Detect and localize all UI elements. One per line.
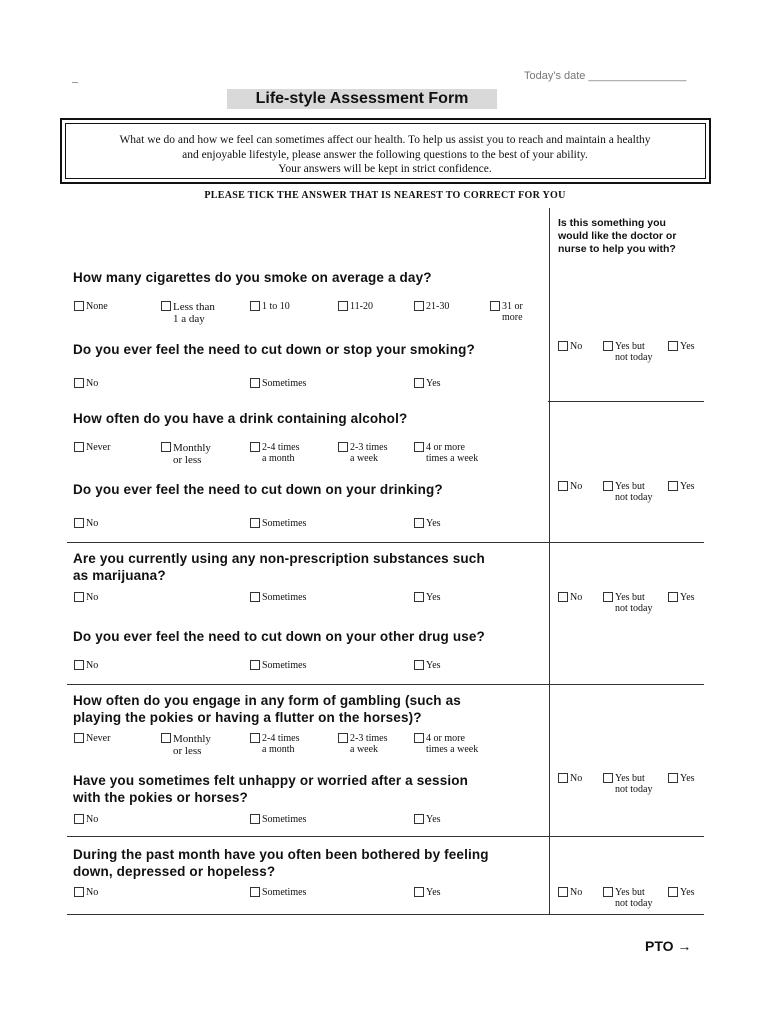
checkbox[interactable] [250, 518, 260, 528]
checkbox[interactable] [250, 660, 260, 670]
substances-option-yes[interactable] [414, 592, 441, 603]
checkbox[interactable] [558, 887, 568, 897]
question-cut-down-drinking: Do you ever feel the need to cut down on your drinking? [73, 482, 443, 497]
depressed-option-yes[interactable] [414, 887, 441, 898]
gambling-option-monthly-or-less[interactable] [161, 733, 211, 757]
checkbox[interactable] [414, 442, 424, 452]
drugs-cutdown-option-no[interactable] [74, 660, 98, 671]
checkbox[interactable] [74, 814, 84, 824]
option-label: None [86, 301, 108, 312]
checkbox[interactable] [414, 733, 424, 743]
option-label: Yes but not today [615, 481, 653, 503]
checkbox[interactable] [74, 442, 84, 452]
option-label: 21-30 [426, 301, 450, 312]
help-row-4-option-yes-but-not-today[interactable] [603, 773, 653, 795]
checkbox[interactable] [414, 378, 424, 388]
checkbox[interactable] [250, 814, 260, 824]
checkbox[interactable] [414, 814, 424, 824]
alcohol-option-4-or-more-times-a-week[interactable] [414, 442, 478, 464]
checkbox[interactable] [668, 592, 678, 602]
checkbox[interactable] [414, 887, 424, 897]
checkbox[interactable] [74, 518, 84, 528]
option-label: Yes [426, 814, 441, 825]
substances-option-no[interactable] [74, 592, 98, 603]
option-label: Yes [426, 518, 441, 529]
drinking-cutdown-option-no[interactable] [74, 518, 98, 529]
option-label: 31 or more [502, 301, 523, 323]
checkbox[interactable] [250, 592, 260, 602]
checkbox[interactable] [603, 592, 613, 602]
checkbox[interactable] [74, 301, 84, 311]
drugs-cutdown-option-yes[interactable] [414, 660, 441, 671]
drugs-cutdown-option-sometimes[interactable] [250, 660, 306, 671]
help-row-5-option-no[interactable] [558, 887, 582, 898]
option-label: 2-3 times a week [350, 733, 388, 755]
checkbox[interactable] [414, 518, 424, 528]
form-title: Life-style Assessment Form [227, 89, 497, 109]
help-row-2-option-no[interactable] [558, 481, 582, 492]
help-row-5-option-yes-but-not-today[interactable] [603, 887, 653, 909]
checkbox[interactable] [490, 301, 500, 311]
help-row-1-option-yes[interactable] [668, 341, 695, 352]
intro-line-2: and enjoyable lifestyle, please answer the following questions to the best of your ability. [182, 148, 588, 161]
option-label: No [86, 887, 99, 898]
option-label: Yes [426, 887, 441, 898]
drinking-cutdown-option-yes[interactable] [414, 518, 441, 529]
option-label: Sometimes [262, 887, 307, 898]
checkbox[interactable] [603, 481, 613, 491]
smoking-cutdown-option-yes[interactable] [414, 378, 441, 389]
option-label: Yes [680, 773, 695, 784]
checkbox[interactable] [74, 887, 84, 897]
help-row-3-option-yes-but-not-today[interactable] [603, 592, 653, 614]
depressed-option-sometimes[interactable] [250, 887, 306, 898]
checkbox[interactable] [668, 887, 678, 897]
help-row-2-option-yes-but-not-today[interactable] [603, 481, 653, 503]
checkbox[interactable] [603, 773, 613, 783]
checkbox[interactable] [74, 733, 84, 743]
checkbox[interactable] [414, 660, 424, 670]
intro-line-3: Your answers will be kept in strict confidence. [278, 163, 492, 175]
cigarettes-option-1-to-10[interactable] [250, 301, 290, 312]
checkbox[interactable] [558, 481, 568, 491]
checkbox[interactable] [338, 301, 348, 311]
option-label: Yes [426, 378, 441, 389]
checkbox[interactable] [338, 733, 348, 743]
section-divider-bottom [67, 914, 704, 915]
option-label: Monthly or less [173, 442, 211, 466]
option-label: Yes [680, 592, 695, 603]
depressed-option-no[interactable] [74, 887, 98, 898]
question-gambling: How often do you engage in any form of gambling (such as playing the pokies or having a flutter on the horses)? [73, 693, 461, 725]
option-label: No [570, 592, 583, 603]
gambling-option-2-4-times-a-month[interactable] [250, 733, 300, 755]
cigarettes-option-11-20[interactable] [338, 301, 373, 312]
question-substances: Are you currently using any non-prescription substances such as marijuana? [73, 551, 485, 583]
option-label: No [86, 660, 99, 671]
help-row-3-option-yes[interactable] [668, 592, 695, 603]
checkbox[interactable] [603, 341, 613, 351]
help-row-5-option-yes[interactable] [668, 887, 695, 898]
question-depressed: During the past month have you often been bothered by feeling down, depressed or hopeless? [73, 847, 489, 879]
smoking-cutdown-option-no[interactable] [74, 378, 98, 389]
substances-option-sometimes[interactable] [250, 592, 306, 603]
help-row-2-option-yes[interactable] [668, 481, 695, 492]
option-label: 2-4 times a month [262, 442, 300, 464]
checkbox[interactable] [668, 773, 678, 783]
intro-line-1: What we do and how we feel can sometimes affect our health. To help us assist you to reach and maintain a healthy [119, 134, 651, 146]
checkbox[interactable] [668, 341, 678, 351]
todays-date-field[interactable]: Today's date ________________ [524, 70, 687, 82]
checkbox[interactable] [161, 442, 171, 452]
help-column-divider [549, 208, 550, 914]
option-label: No [570, 341, 583, 352]
option-label: Yes but not today [615, 341, 653, 363]
section-divider-4 [67, 836, 704, 837]
alcohol-option-never[interactable] [74, 442, 110, 453]
checkbox[interactable] [250, 378, 260, 388]
cigarettes-option-none[interactable] [74, 301, 108, 312]
option-label: No [86, 592, 99, 603]
option-label: 4 or more times a week [426, 442, 479, 464]
option-label: Never [86, 442, 111, 453]
help-row-3-option-no[interactable] [558, 592, 582, 603]
cigarettes-option-31-or-more[interactable] [490, 301, 523, 323]
checkbox[interactable] [161, 733, 171, 743]
checkbox[interactable] [338, 442, 348, 452]
option-label: Less than 1 a day [173, 301, 215, 325]
option-label: 2-4 times a month [262, 733, 300, 755]
checkbox[interactable] [603, 887, 613, 897]
checkbox[interactable] [668, 481, 678, 491]
checkbox[interactable] [414, 301, 424, 311]
alcohol-option-2-4-times-a-month[interactable] [250, 442, 300, 464]
option-label: 2-3 times a week [350, 442, 388, 464]
checkbox[interactable] [250, 887, 260, 897]
option-label: No [86, 814, 99, 825]
option-label: Yes but not today [615, 773, 653, 795]
checkbox[interactable] [558, 773, 568, 783]
option-label: No [570, 481, 583, 492]
question-cut-down-smoking: Do you ever feel the need to cut down or stop your smoking? [73, 342, 475, 357]
checkbox[interactable] [250, 733, 260, 743]
instruction-text: PLEASE TICK THE ANSWER THAT IS NEAREST TO CORRECT FOR YOU [204, 190, 566, 201]
gambling-option-2-3-times-a-week[interactable] [338, 733, 388, 755]
option-label: No [86, 378, 99, 389]
gambling-worry-option-no[interactable] [74, 814, 98, 825]
gambling-worry-option-sometimes[interactable] [250, 814, 306, 825]
gambling-option-never[interactable] [74, 733, 110, 744]
gambling-option-4-or-more-times-a-week[interactable] [414, 733, 478, 755]
option-label: Sometimes [262, 378, 307, 389]
checkbox[interactable] [74, 592, 84, 602]
checkbox[interactable] [558, 592, 568, 602]
option-label: Sometimes [262, 518, 307, 529]
option-label: No [570, 887, 583, 898]
section-divider-help-1 [548, 401, 704, 402]
alcohol-option-2-3-times-a-week[interactable] [338, 442, 388, 464]
option-label: Monthly or less [173, 733, 211, 757]
option-label: 11-20 [350, 301, 373, 312]
help-row-1-option-yes-but-not-today[interactable] [603, 341, 653, 363]
option-label: Never [86, 733, 111, 744]
smoking-cutdown-option-sometimes[interactable] [250, 378, 306, 389]
option-label: Yes [680, 887, 695, 898]
question-cigarettes: How many cigarettes do you smoke on average a day? [73, 270, 432, 285]
option-label: Yes but not today [615, 592, 653, 614]
checkbox[interactable] [161, 301, 171, 311]
checkbox[interactable] [250, 301, 260, 311]
question-gambling-worry: Have you sometimes felt unhappy or worried after a session with the pokies or horses? [73, 773, 469, 805]
checkbox[interactable] [250, 442, 260, 452]
option-label: Sometimes [262, 814, 307, 825]
cigarettes-option-less-than-1-a-day[interactable] [161, 301, 215, 325]
option-label: 4 or more times a week [426, 733, 479, 755]
option-label: Yes [426, 592, 441, 603]
option-label: Yes [680, 481, 695, 492]
checkbox[interactable] [74, 660, 84, 670]
cigarettes-option-21-30[interactable] [414, 301, 449, 312]
option-label: Yes but not today [615, 887, 653, 909]
section-divider-3 [67, 684, 704, 685]
section-divider-2 [67, 542, 704, 543]
help-row-4-option-no[interactable] [558, 773, 582, 784]
checkbox[interactable] [558, 341, 568, 351]
option-label: 1 to 10 [262, 301, 290, 312]
intro-text [70, 133, 700, 177]
option-label: Sometimes [262, 660, 307, 671]
drinking-cutdown-option-sometimes[interactable] [250, 518, 306, 529]
header-dash: _ [72, 70, 78, 84]
option-label: Yes [426, 660, 441, 671]
option-label: Sometimes [262, 592, 307, 603]
alcohol-option-monthly-or-less[interactable] [161, 442, 211, 466]
pto-label: PTO → [645, 938, 692, 954]
help-column-heading: Is this something you would like the doctor or nurse to help you with? [558, 217, 677, 255]
option-label: No [86, 518, 99, 529]
gambling-worry-option-yes[interactable] [414, 814, 441, 825]
checkbox[interactable] [414, 592, 424, 602]
question-cut-down-drugs: Do you ever feel the need to cut down on your other drug use? [73, 629, 485, 644]
help-row-1-option-no[interactable] [558, 341, 582, 352]
option-label: Yes [680, 341, 695, 352]
checkbox[interactable] [74, 378, 84, 388]
help-row-4-option-yes[interactable] [668, 773, 695, 784]
question-alcohol: How often do you have a drink containing alcohol? [73, 411, 408, 426]
option-label: No [570, 773, 583, 784]
